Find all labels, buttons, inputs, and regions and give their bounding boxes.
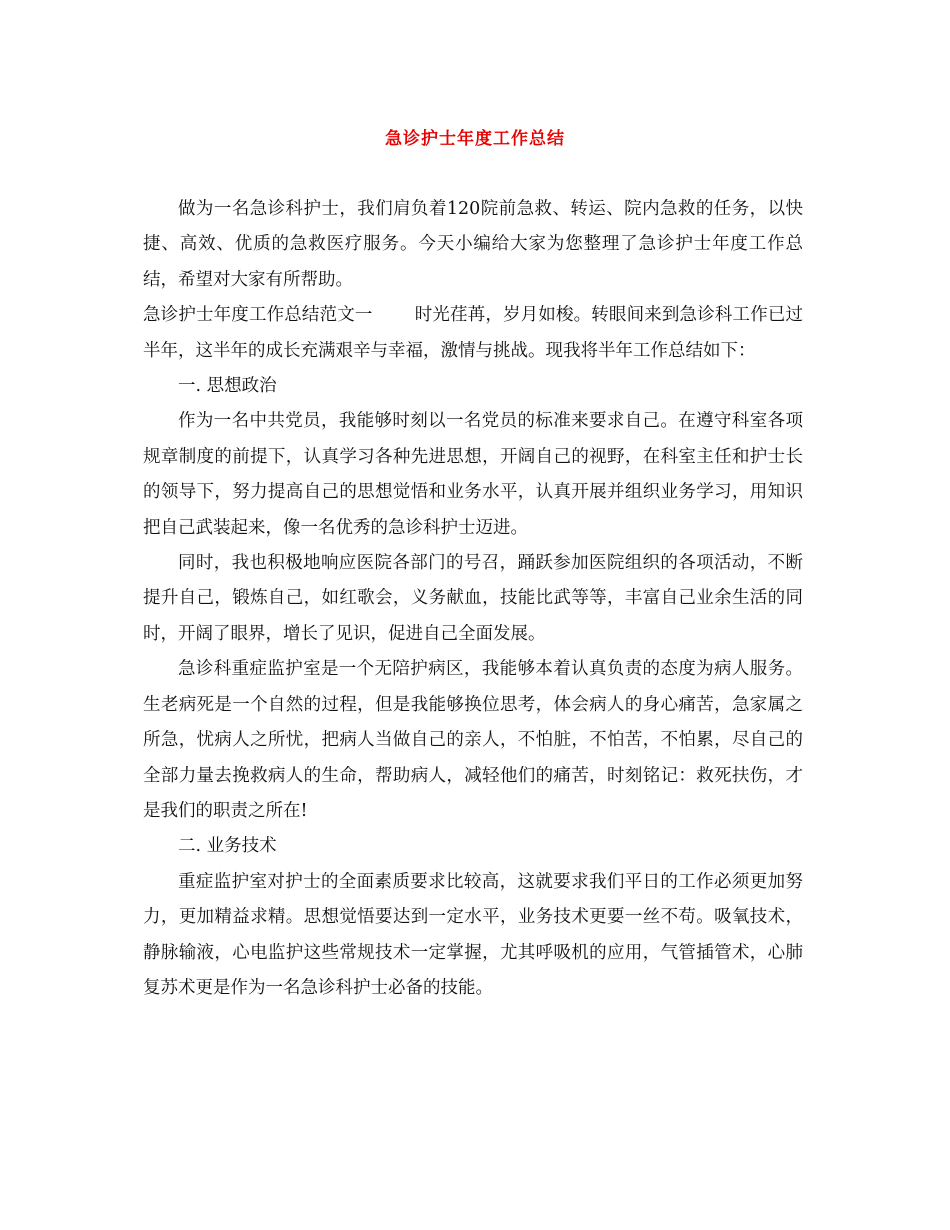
paragraph-icu: 急诊科重症监护室是一个无陪护病区，我能够本着认真负责的态度为病人服务。生老病死是一个自然的过程，但是我能够换位思考，体会病人的身心痛苦，急家属之所急，忧病人之所忧，把病人当做自己的亲人，不怕脏，不怕苦，不怕累，尽自己的全部力量去挽救病人的生命，帮助病人，减轻他们的痛苦，时刻铭记：救死扶伤，才是我们的职责之所在!: [143, 659, 803, 821]
section-paragraph: [143, 298, 803, 369]
heading-professional-skills: 二. 业务技术: [178, 836, 277, 857]
heading-thought-politics: 一. 思想政治: [178, 376, 277, 397]
section-label: 急诊护士年度工作总结范文一: [143, 305, 373, 326]
document-title: 急诊护士年度工作总结: [385, 129, 565, 149]
intro-paragraph: 做为一名急诊科护士，我们肩负着120院前急救、转运、院内急救的任务，以快捷、高效、优质的急救医疗服务。今天小编给大家为您整理了急诊护士年度工作总结，希望对大家有所帮助。: [143, 199, 803, 290]
paragraph-skills: 重症监护室对护士的全面素质要求比较高，这就要求我们平日的工作必须更加努力，更加精益求精。思想觉悟要达到一定水平，业务技术更要一丝不苟。吸氧技术，静脉输液，心电监护这些常规技术一定掌握，尤其呼吸机的应用，气管插管术，心肺复苏术更是作为一名急诊科护士必备的技能。: [143, 871, 803, 998]
paragraph-activities: 同时，我也积极地响应医院各部门的号召，踊跃参加医院组织的各项活动，不断提升自己，锻炼自己，如红歌会，义务献血，技能比武等等，丰富自己业余生活的同时，开阔了眼界，增长了见识，促进自己全面发展。: [143, 553, 803, 644]
document-body: [143, 192, 803, 1006]
paragraph-party-member: 作为一名中共党员，我能够时刻以一名党员的标准来要求自己。在遵守科室各项规章制度的前提下，认真学习各种先进思想，开阔自己的视野，在科室主任和护士长的领导下，努力提高自己的思想觉悟和业务水平，认真开展并组织业务学习，用知识把自己武装起来，像一名优秀的急诊科护士迈进。: [143, 411, 803, 538]
section-lead: 时光荏苒，岁月如梭。转眼间来到急诊科工作已过半年，这半年的成长充满艰辛与幸福，激情与挑战。现我将半年工作总结如下：: [143, 305, 804, 361]
